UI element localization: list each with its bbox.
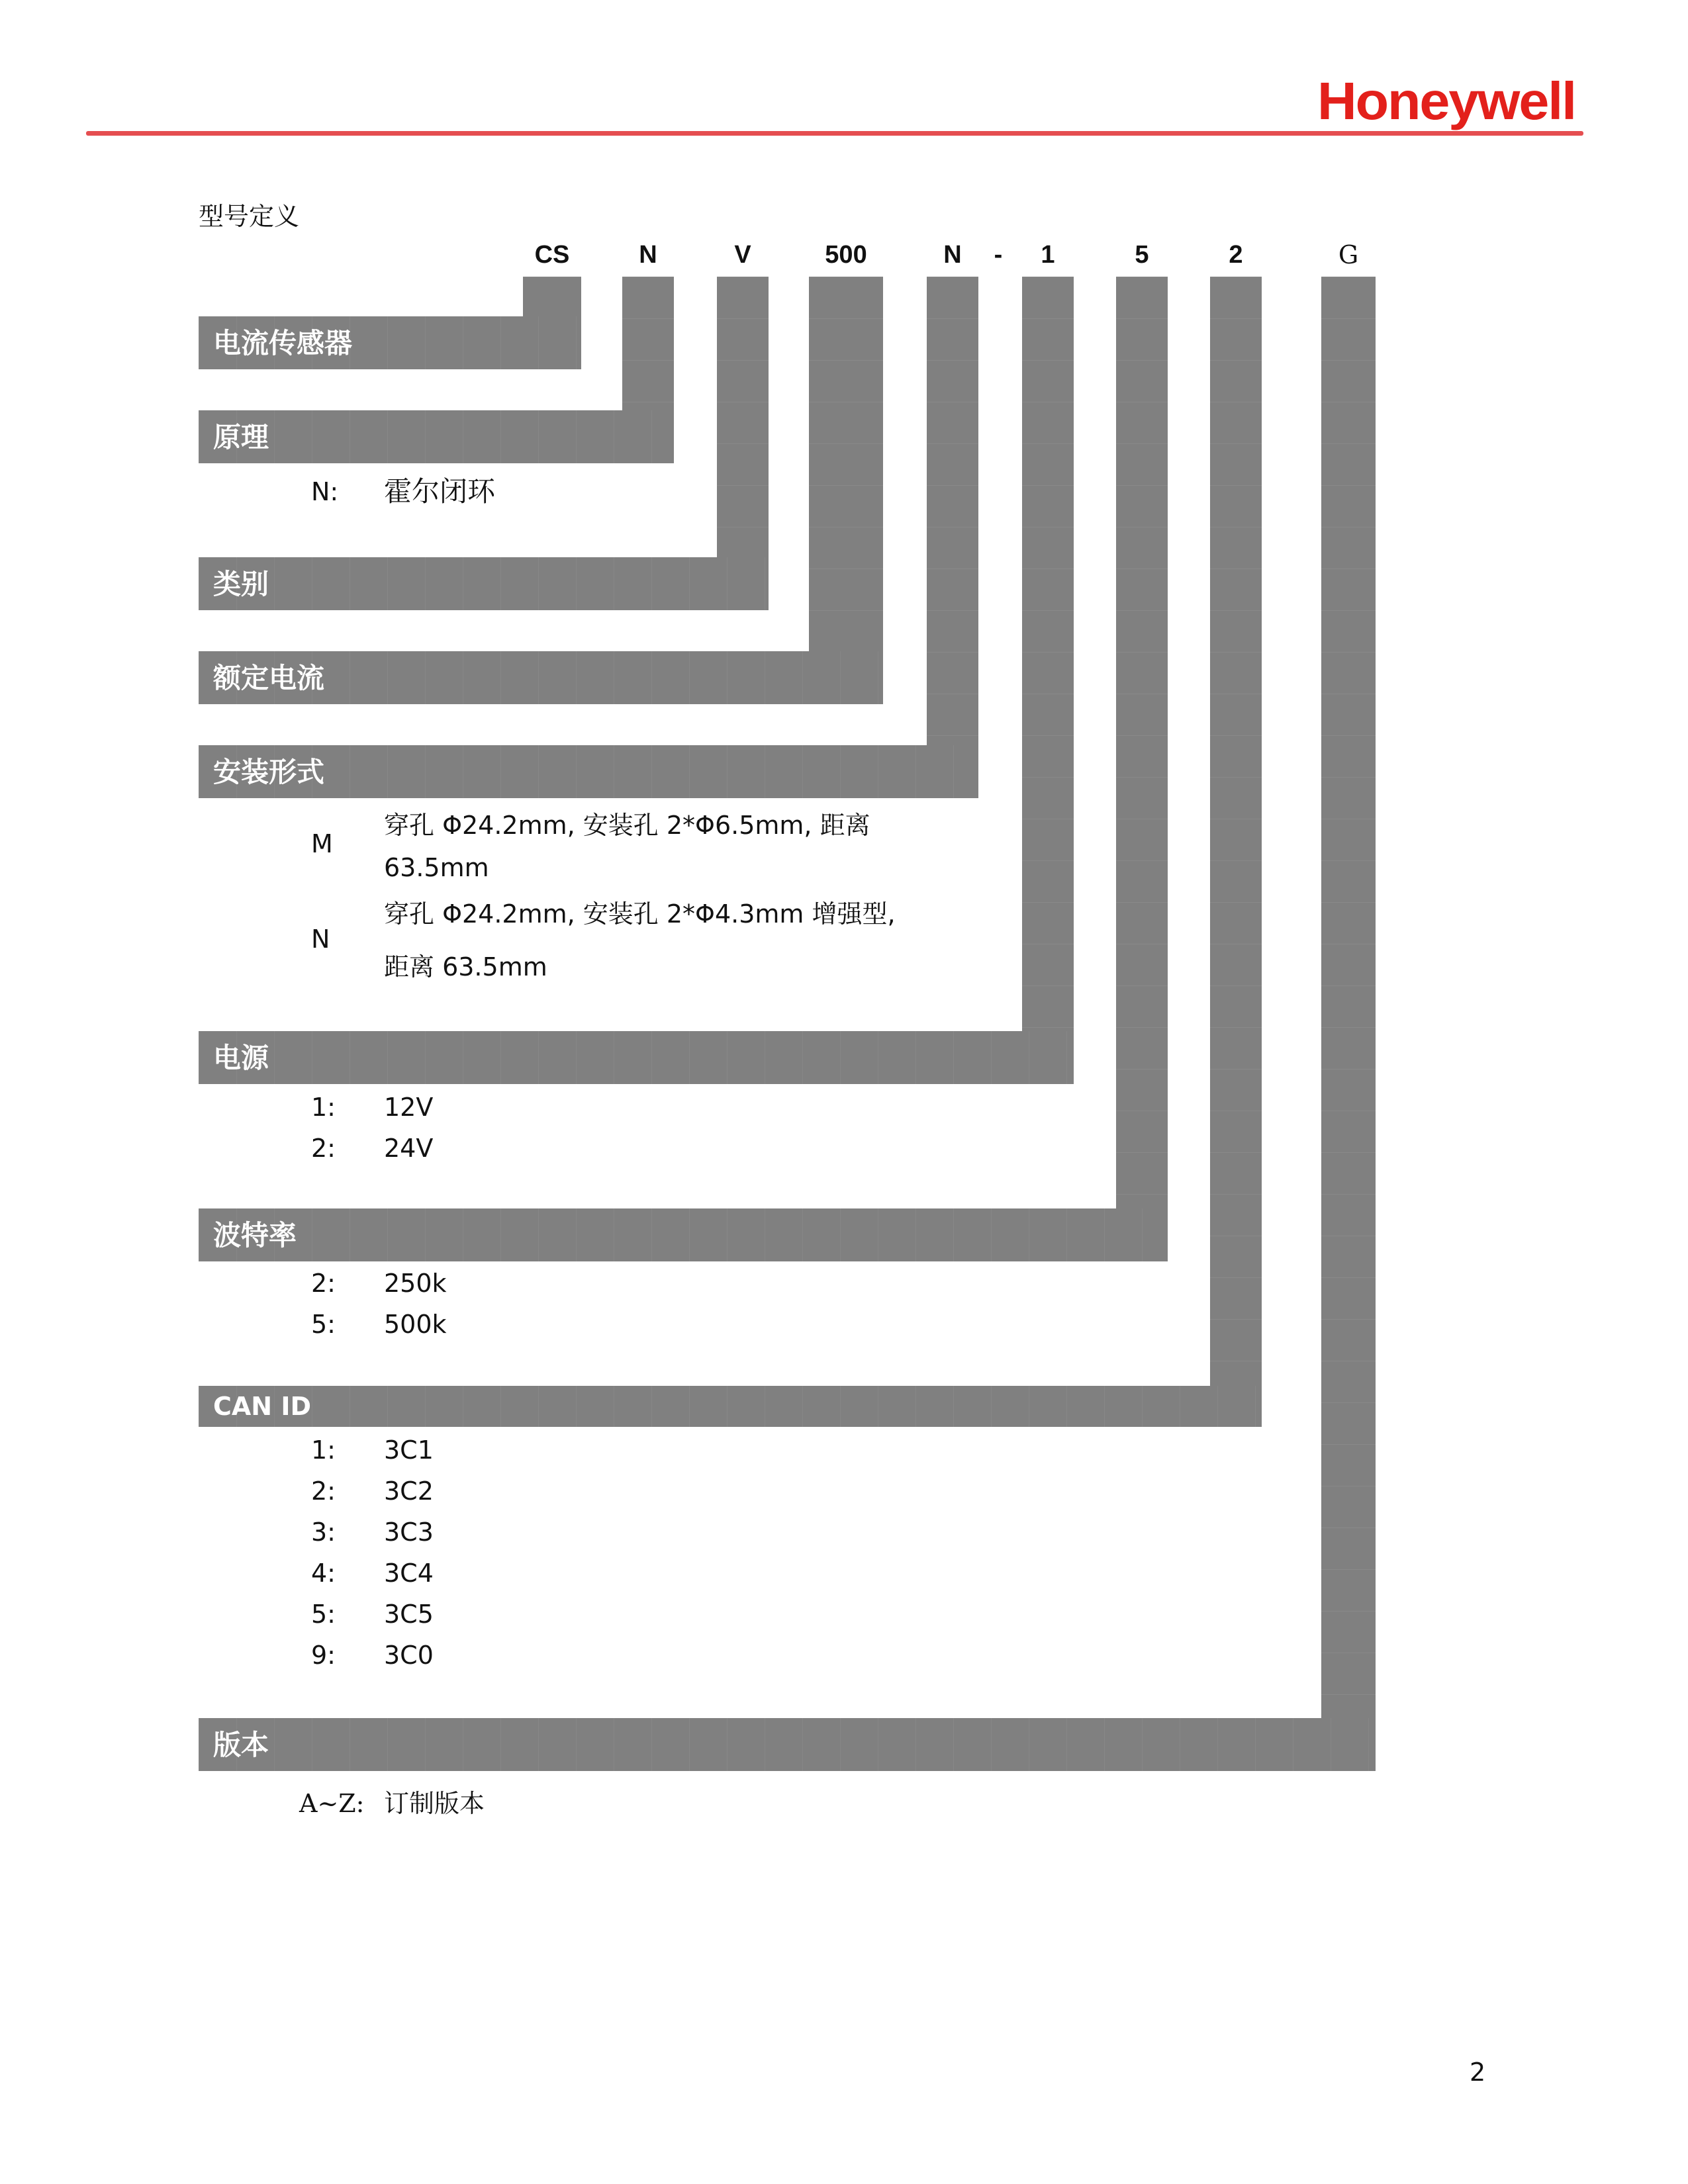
section-label-power: 电源 (213, 1042, 269, 1074)
option-key: 5: (311, 1310, 336, 1339)
option-key: 1: (311, 1093, 336, 1122)
vbar-rated (809, 277, 883, 703)
code-mount: N (943, 241, 962, 269)
option-value-cont: 距离 63.5mm (384, 952, 547, 981)
code-dash: - (994, 241, 1003, 269)
code-principle: N (639, 241, 657, 269)
section-label-sensor: 电流传感器 (213, 327, 353, 359)
section-label-version: 版本 (213, 1729, 269, 1761)
option-key: 2: (311, 1269, 336, 1298)
option-key: 2: (311, 1477, 336, 1506)
option-value: 3C4 (384, 1559, 434, 1588)
option-key: N (311, 925, 330, 954)
section-label-category: 类别 (213, 568, 269, 600)
section-bar-power (199, 1031, 1074, 1084)
option-key: 1: (311, 1435, 336, 1465)
vbar-mount (927, 277, 978, 797)
section-label-principle: 原理 (213, 421, 269, 453)
code-rated: 500 (825, 241, 867, 269)
code-version: G (1338, 240, 1359, 269)
option-value: 250k (384, 1269, 447, 1298)
page-title: 型号定义 (199, 202, 300, 231)
option-key: 4: (311, 1559, 336, 1588)
option-value: 24V (384, 1134, 434, 1163)
page-number: 2 (1470, 2058, 1486, 2087)
option-key: M (311, 829, 333, 858)
vbar-power (1022, 277, 1074, 1083)
section-label-canid: CAN ID (213, 1392, 312, 1421)
option-key: 9: (311, 1641, 336, 1670)
honeywell-logo (1317, 66, 1582, 132)
code-baud: 5 (1135, 241, 1149, 269)
option-value: 3C5 (384, 1600, 434, 1629)
option-key: 5: (311, 1600, 336, 1629)
code-category: V (734, 241, 751, 269)
option-value: 霍尔闭环 (384, 475, 496, 508)
option-key: 3: (311, 1518, 336, 1547)
section-bar-version (199, 1718, 1376, 1771)
option-value: 12V (384, 1093, 434, 1122)
section-bar-category (199, 557, 769, 610)
code-cs: CS (534, 241, 570, 269)
section-label-rated: 额定电流 (213, 662, 325, 694)
section-bar-canid (199, 1386, 1262, 1427)
option-value: 订制版本 (384, 1789, 485, 1818)
section-bar-principle (199, 410, 674, 463)
option-key: A~Z: (299, 1789, 365, 1818)
vbar-baud (1116, 277, 1168, 1260)
section-bar-baud (199, 1208, 1168, 1261)
option-value-cont: 63.5mm (384, 853, 489, 882)
option-key: N: (311, 477, 339, 506)
option-value: 穿孔 Φ24.2mm, 安装孔 2*Φ6.5mm, 距离 (384, 811, 870, 840)
section-label-baud: 波特率 (213, 1219, 297, 1251)
option-value: 500k (384, 1310, 447, 1339)
honeywell-logo-mark (1317, 66, 1582, 132)
option-value: 3C2 (384, 1477, 434, 1506)
option-value: 穿孔 Φ24.2mm, 安装孔 2*Φ4.3mm 增强型, (384, 899, 896, 929)
option-value: 3C0 (384, 1641, 434, 1670)
logo-text: Honeywell (1317, 71, 1575, 130)
option-key: 2: (311, 1134, 336, 1163)
option-value: 3C3 (384, 1518, 434, 1547)
code-power: 1 (1041, 241, 1055, 269)
vbar-canid (1210, 277, 1262, 1426)
code-canid: 2 (1229, 241, 1243, 269)
section-label-mount: 安装形式 (213, 756, 325, 788)
vbar-version (1321, 277, 1376, 1771)
header-rule (86, 131, 1583, 136)
option-value: 3C1 (384, 1435, 434, 1465)
